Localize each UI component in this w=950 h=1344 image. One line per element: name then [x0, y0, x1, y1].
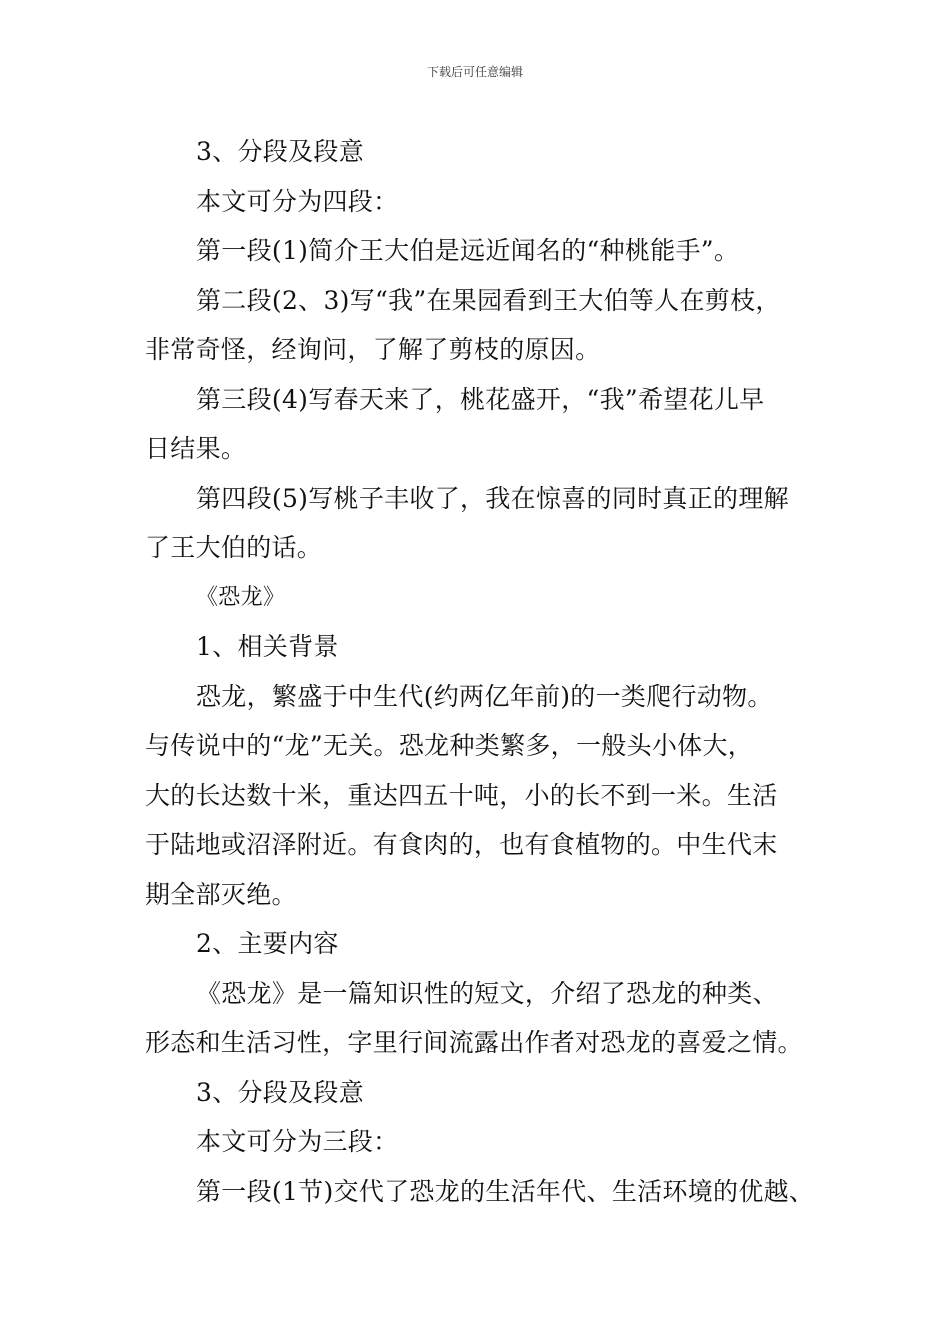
paragraph-line: 日结果。: [145, 434, 247, 463]
paragraph-line: 与传说中的“龙”无关。恐龙种类繁多，一般头小体大，: [145, 731, 754, 760]
paragraph-line: 非常奇怪，经询问，了解了剪枝的原因。: [145, 335, 601, 364]
paragraph-line: 第四段(5)写桃子丰收了，我在惊喜的同时真正的理解: [196, 483, 789, 513]
paragraph-line: 了王大伯的话。: [145, 533, 323, 562]
paragraph-line: 第三段(4)写春天来了，桃花盛开，“我”希望花儿早: [196, 384, 765, 414]
section-heading: 3、分段及段意: [196, 1077, 365, 1107]
page-header: 下载后可任意编辑: [426, 65, 523, 79]
paragraph-line: 第二段(2、3)写“我”在果园看到王大伯等人在剪枝，: [196, 285, 781, 315]
section-heading: 2、主要内容: [196, 929, 339, 958]
paragraph-line: 《恐龙》是一篇知识性的短文，介绍了恐龙的种类、: [196, 978, 778, 1008]
paragraph-line: 本文可分为三段：: [196, 1127, 399, 1156]
paragraph-line: 于陆地或沼泽附近。有食肉的，也有食植物的。中生代末: [145, 830, 778, 859]
paragraph-line: 本文可分为四段：: [196, 186, 399, 216]
paragraph-line: 恐龙，繁盛于中生代(约两亿年前)的一类爬行动物。: [196, 681, 773, 711]
section-heading: 3、分段及段意: [196, 137, 365, 166]
document-body: [145, 127, 830, 1216]
paragraph-line: 第一段(1节)交代了恐龙的生活年代、生活环境的优越、: [196, 1176, 815, 1206]
paragraph-line: 期全部灭绝。: [145, 879, 297, 909]
paragraph-line: 第一段(1)简介王大伯是远近闻名的“种桃能手”。: [196, 236, 740, 265]
paragraph-line: 形态和生活习性，字里行间流露出作者对恐龙的喜爱之情。: [145, 1028, 803, 1057]
paragraph-line: 大的长达数十米，重达四五十吨，小的长不到一米。生活: [145, 780, 778, 810]
section-heading: 1、相关背景: [196, 632, 339, 661]
article-title: 《恐龙》: [196, 584, 286, 610]
